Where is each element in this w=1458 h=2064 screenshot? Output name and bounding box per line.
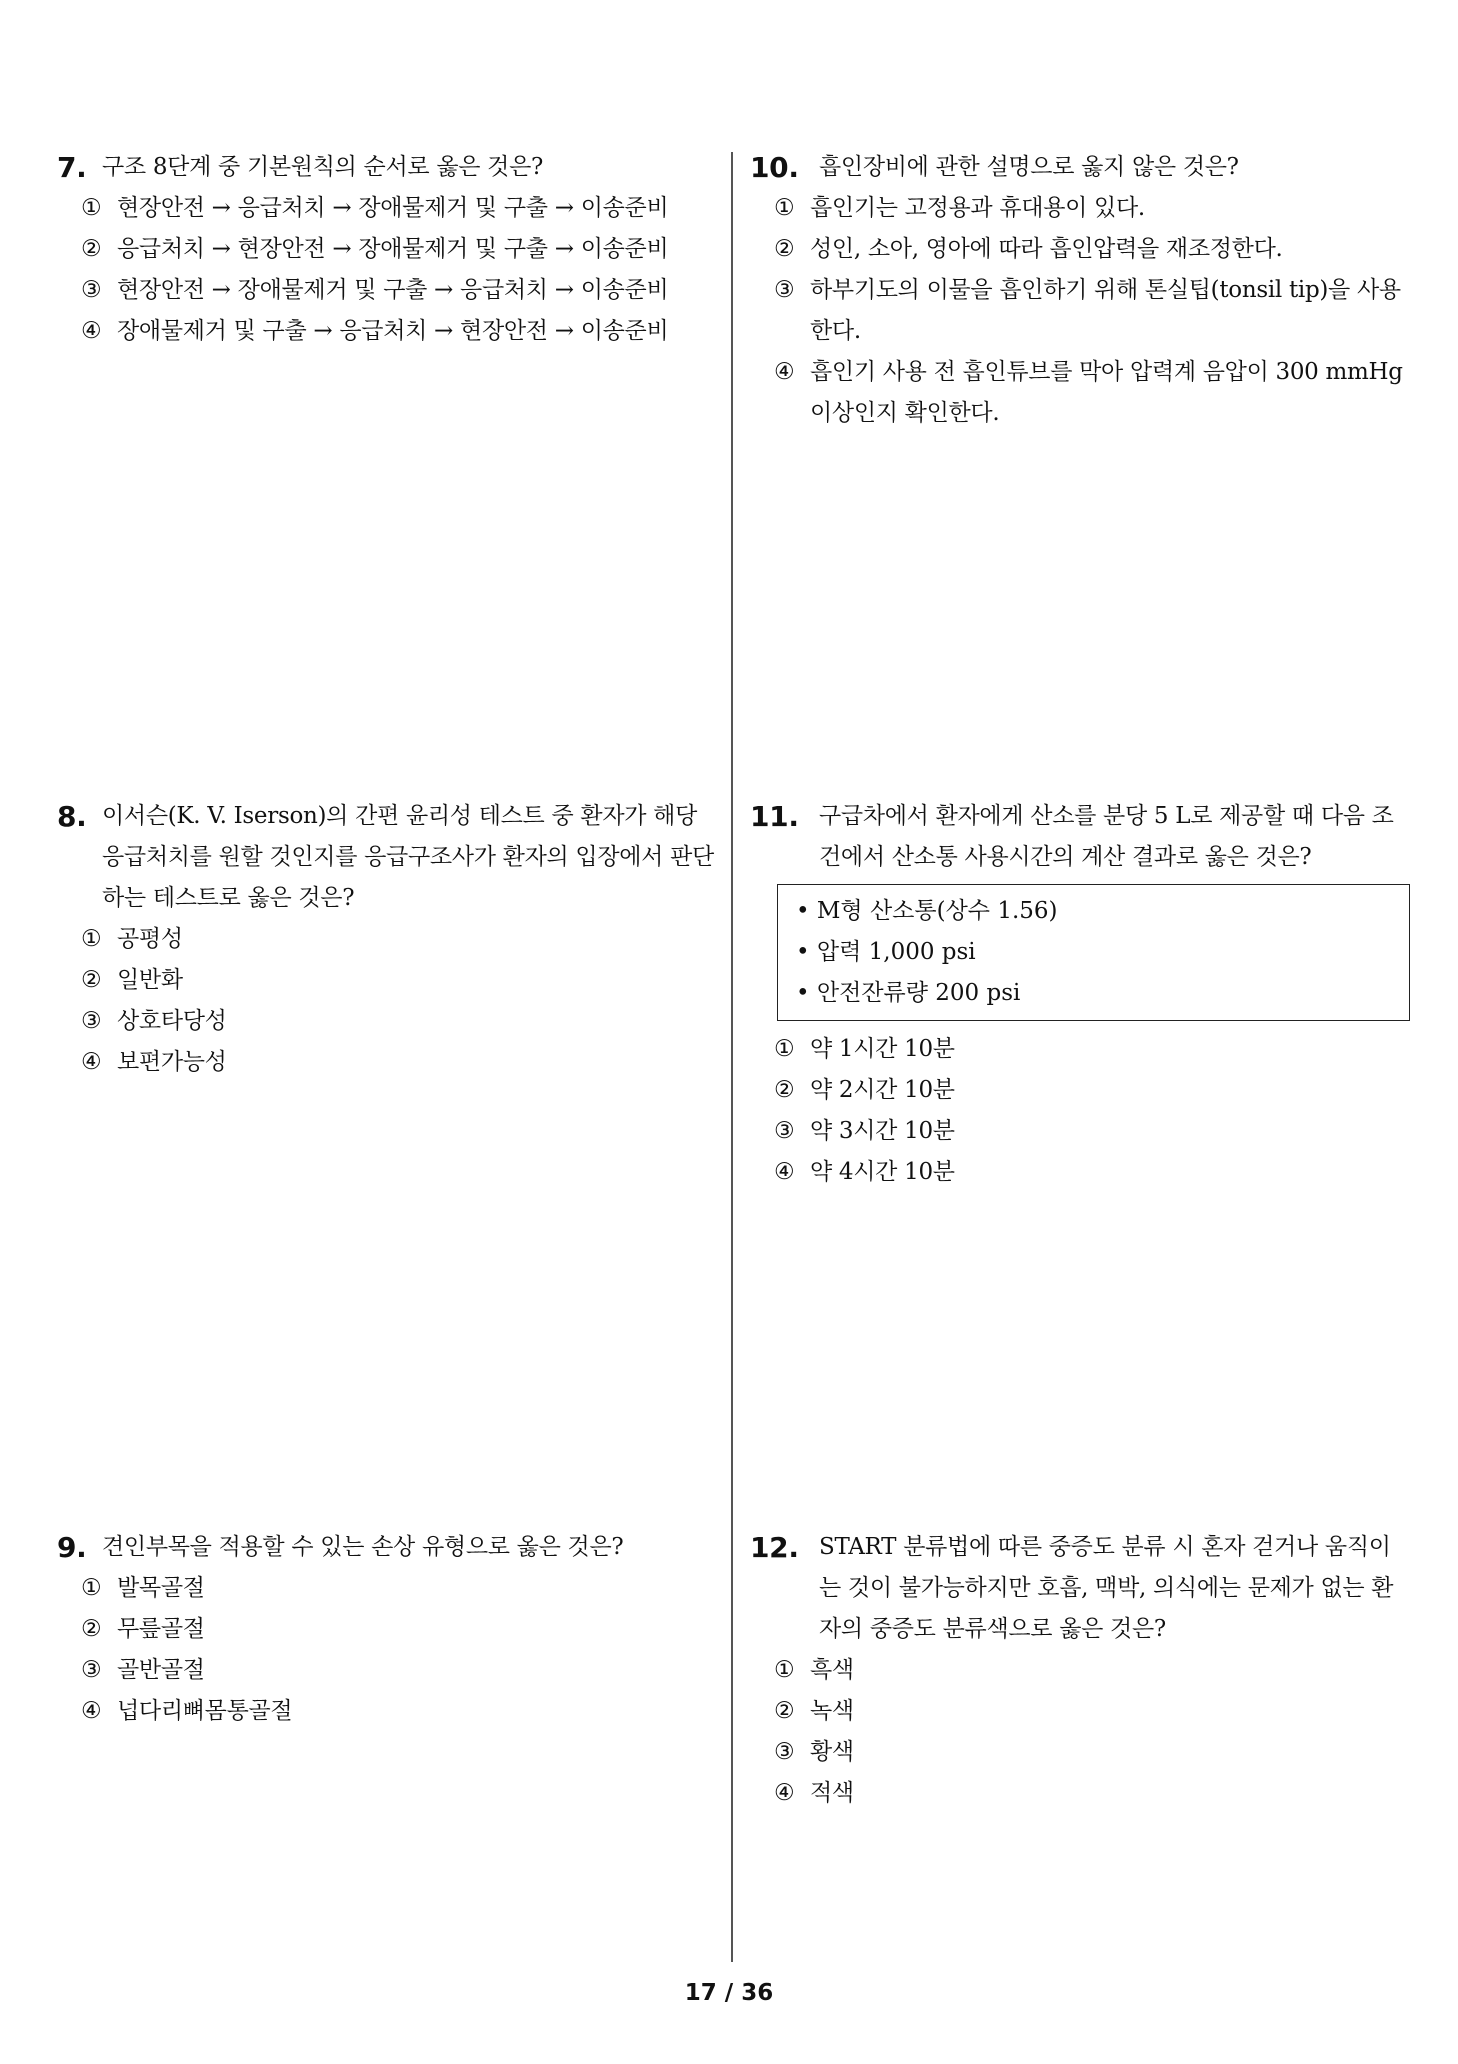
option-2[interactable]: ② 무릎골절 xyxy=(81,1616,205,1642)
option-list xyxy=(750,188,1410,434)
option-list xyxy=(57,919,717,1083)
question-7 xyxy=(57,147,717,352)
column-divider xyxy=(731,152,733,1962)
option-list xyxy=(57,1568,717,1732)
condition-line: • M형 산소통(상수 1.56) xyxy=(796,898,1058,924)
option-3[interactable]: ③ 하부기도의 이물을 흡인하기 위해 톤실팁(tonsil tip)을 사용한다. xyxy=(774,277,1401,344)
option-2[interactable]: ② 일반화 xyxy=(81,967,183,993)
option-1[interactable]: ① 발목골절 xyxy=(81,1575,205,1601)
question-number: 8. xyxy=(57,800,87,833)
question-stem: 8. 이서슨(K. V. Iserson)의 간편 윤리성 테스트 중 환자가 해당 응급처치를 원할 것인지를 응급구조사가 환자의 입장에서 판단하는 테스트로 옳은 것은? xyxy=(57,796,717,919)
question-11 xyxy=(750,796,1410,1193)
option-list xyxy=(57,188,717,352)
question-stem: 10. 흡인장비에 관한 설명으로 옳지 않은 것은? xyxy=(750,147,1410,188)
option-2[interactable]: ② 약 2시간 10분 xyxy=(774,1077,955,1103)
condition-line: • 안전잔류량 200 psi xyxy=(796,980,1021,1006)
option-4[interactable]: ④ 약 4시간 10분 xyxy=(774,1159,955,1185)
option-3[interactable]: ③ 골반골절 xyxy=(81,1657,205,1683)
option-2[interactable]: ② 응급처치 → 현장안전 → 장애물제거 및 구출 → 이송준비 xyxy=(81,236,669,262)
question-stem: 9. 견인부목을 적용할 수 있는 손상 유형으로 옳은 것은? xyxy=(57,1527,717,1568)
option-3[interactable]: ③ 상호타당성 xyxy=(81,1008,227,1034)
option-4[interactable]: ④ 넙다리뼈몸통골절 xyxy=(81,1698,293,1724)
question-stem: 11. 구급차에서 환자에게 산소를 분당 5 L로 제공할 때 다음 조건에서 산소통 사용시간의 계산 결과로 옳은 것은? xyxy=(750,796,1410,878)
option-1[interactable]: ① 약 1시간 10분 xyxy=(774,1036,955,1062)
option-list xyxy=(750,1650,1410,1814)
question-12 xyxy=(750,1527,1410,1814)
question-10 xyxy=(750,147,1410,434)
question-number: 7. xyxy=(57,151,87,184)
option-2[interactable]: ② 녹색 xyxy=(774,1698,854,1724)
question-number: 9. xyxy=(57,1531,87,1564)
option-3[interactable]: ③ 현장안전 → 장애물제거 및 구출 → 응급처치 → 이송준비 xyxy=(81,277,669,303)
option-1[interactable]: ① 흑색 xyxy=(774,1657,854,1683)
option-4[interactable]: ④ 흡인기 사용 전 흡인튜브를 막아 압력계 음압이 300 mmHg 이상인지 확인한다. xyxy=(774,359,1403,426)
question-8 xyxy=(57,796,717,1083)
option-3[interactable]: ③ 약 3시간 10분 xyxy=(774,1118,955,1144)
condition-line: • 압력 1,000 psi xyxy=(796,939,976,965)
option-2[interactable]: ② 성인, 소아, 영아에 따라 흡인압력을 재조정한다. xyxy=(774,236,1283,262)
question-number: 10. xyxy=(750,151,799,184)
question-number: 12. xyxy=(750,1531,799,1564)
option-4[interactable]: ④ 보편가능성 xyxy=(81,1049,227,1075)
condition-box xyxy=(777,884,1410,1021)
question-stem: 7. 구조 8단계 중 기본원칙의 순서로 옳은 것은? xyxy=(57,147,717,188)
question-9 xyxy=(57,1527,717,1732)
option-3[interactable]: ③ 황색 xyxy=(774,1739,854,1765)
question-number: 11. xyxy=(750,800,799,833)
question-stem: 12. START 분류법에 따른 중증도 분류 시 혼자 걷거나 움직이는 것이 불가능하지만 호흡, 맥박, 의식에는 문제가 없는 환자의 중증도 분류색으로 옳은 것은? xyxy=(750,1527,1410,1650)
option-list xyxy=(750,1029,1410,1193)
option-1[interactable]: ① 공평성 xyxy=(81,926,183,952)
page-number: 17 / 36 xyxy=(684,1980,774,2006)
option-1[interactable]: ① 현장안전 → 응급처치 → 장애물제거 및 구출 → 이송준비 xyxy=(81,195,669,221)
option-4[interactable]: ④ 적색 xyxy=(774,1780,854,1806)
option-4[interactable]: ④ 장애물제거 및 구출 → 응급처치 → 현장안전 → 이송준비 xyxy=(81,318,669,344)
option-1[interactable]: ① 흡인기는 고정용과 휴대용이 있다. xyxy=(774,195,1145,221)
